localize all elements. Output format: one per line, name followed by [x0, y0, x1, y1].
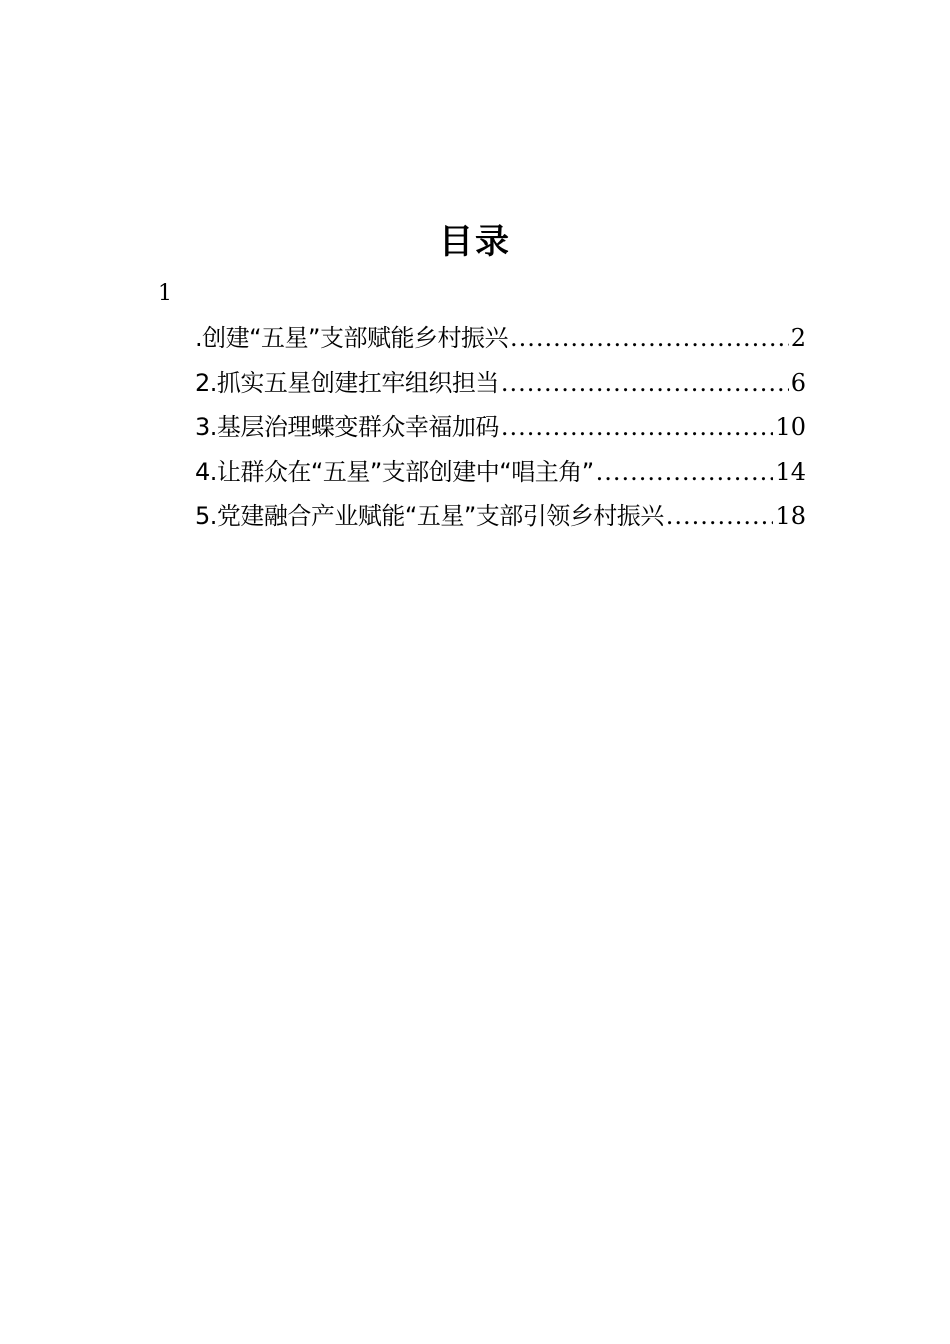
- toc-entry-label: 3.基层治理蝶变群众幸福加码: [195, 413, 499, 441]
- toc-dot-leader: [666, 496, 774, 536]
- toc-entry-label: .创建“五星”支部赋能乡村振兴: [195, 324, 508, 352]
- toc-entry[interactable]: [195, 407, 806, 452]
- toc-entry-label: 5.党建融合产业赋能“五星”支部引领乡村振兴: [195, 502, 664, 530]
- toc-page-number: 14: [775, 457, 806, 486]
- toc-entry-label: 4.让群众在“五星”支部创建中“唱主角”: [195, 457, 594, 486]
- toc-entry[interactable]: [195, 318, 806, 363]
- toc-dot-leader: [510, 318, 789, 358]
- toc-entry[interactable]: [195, 496, 806, 541]
- toc-dot-leader: [596, 452, 774, 492]
- toc-page-number: 18: [775, 502, 806, 530]
- toc-entry[interactable]: [195, 363, 806, 408]
- toc-dot-leader: [501, 407, 774, 447]
- toc-page-number: 2: [790, 324, 806, 352]
- toc-list: [195, 318, 806, 541]
- page-title: 目录: [439, 222, 511, 262]
- toc-entry-label: 2.抓实五星创建扛牢组织担当: [195, 368, 499, 397]
- toc-page-number: 10: [775, 413, 806, 441]
- stray-number: 1: [158, 281, 172, 306]
- toc-dot-leader: [501, 363, 789, 403]
- toc-entry[interactable]: [195, 452, 806, 497]
- toc-page-number: 6: [790, 368, 806, 397]
